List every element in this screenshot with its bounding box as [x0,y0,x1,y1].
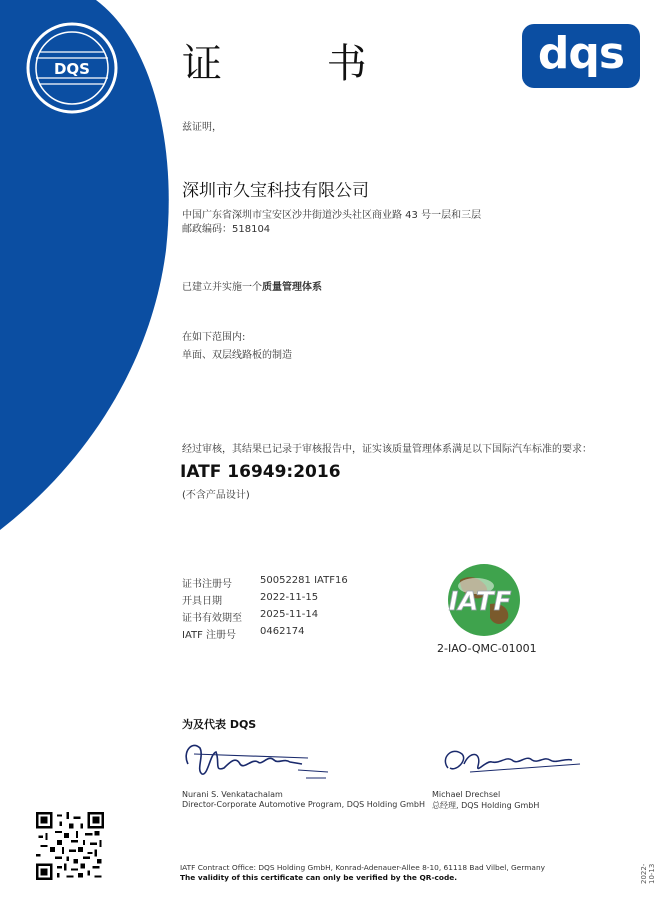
scope-text: 单面、双层线路板的制造 [182,350,292,361]
detail-label-valid-until: 证书有效期至 [182,613,242,624]
company-name: 深圳市久宝科技有限公司 [182,181,369,201]
standard-name: IATF 16949:2016 [180,462,341,482]
detail-value-issue-date: 2022-11-15 [260,592,319,603]
iatf-globe-emblem [430,560,530,640]
logo-text: dqs [537,28,625,79]
detail-value-iatf-number: 0462174 [260,626,305,637]
postal-code: 邮政编码：518104 [182,224,271,235]
detail-label-registration: 证书注册号 [182,579,232,590]
signature-venkatachalam [178,734,340,782]
signatory-1-title: Director-Corporate Automotive Program, DQS Holding GmbH [182,800,425,809]
standard-note: (不含产品设计) [182,490,250,501]
system-prefix: 已建立并实施一个 [182,282,262,293]
footer-validity: The validity of this certificate can only be verified by the QR-code. [180,873,458,882]
qr-code[interactable] [36,812,104,880]
system-statement [182,278,322,293]
on-behalf-text: 为及代表 DQS [182,718,257,731]
footer-office: IATF Contract Office: DQS Holding GmbH, Konrad-Adenauer-Allee 8-10, 61118 Bad Vilbel, Germany [180,863,546,872]
emblem-text: IATF [448,587,512,617]
signatory-2-title: 总经理, DQS Holding GmbH [432,801,540,810]
intro-text: 兹证明， [182,122,222,133]
seal-text: DQS [53,60,91,78]
signatory-2-name: Michael Drechsel [432,790,501,799]
dqs-seal-logo [26,22,118,114]
print-date: 2022-10-13 [640,863,656,884]
detail-value-registration: 50052281 IATF16 [260,575,348,586]
detail-label-issue-date: 开具日期 [182,596,222,607]
iatf-emblem-code: 2-IAO-QMC-01001 [437,642,537,655]
signature-drechsel [430,738,590,782]
company-address: 中国广东省深圳市宝安区沙井街道沙头社区商业路 43 号一层和三层 [182,210,482,221]
detail-value-valid-until: 2025-11-14 [260,609,319,620]
dqs-logo [522,24,640,88]
certificate-title: 证 书 [182,41,413,87]
audit-statement: 经过审核，其结果已记录于审核报告中，证实该质量管理体系满足以下国际汽车标准的要求： [182,444,592,455]
detail-label-iatf-number: IATF 注册号 [182,630,237,641]
scope-label: 在如下范围内: [182,332,246,343]
signatory-1-name: Nurani S. Venkatachalam [182,790,283,799]
system-name: 质量管理体系 [262,282,322,293]
